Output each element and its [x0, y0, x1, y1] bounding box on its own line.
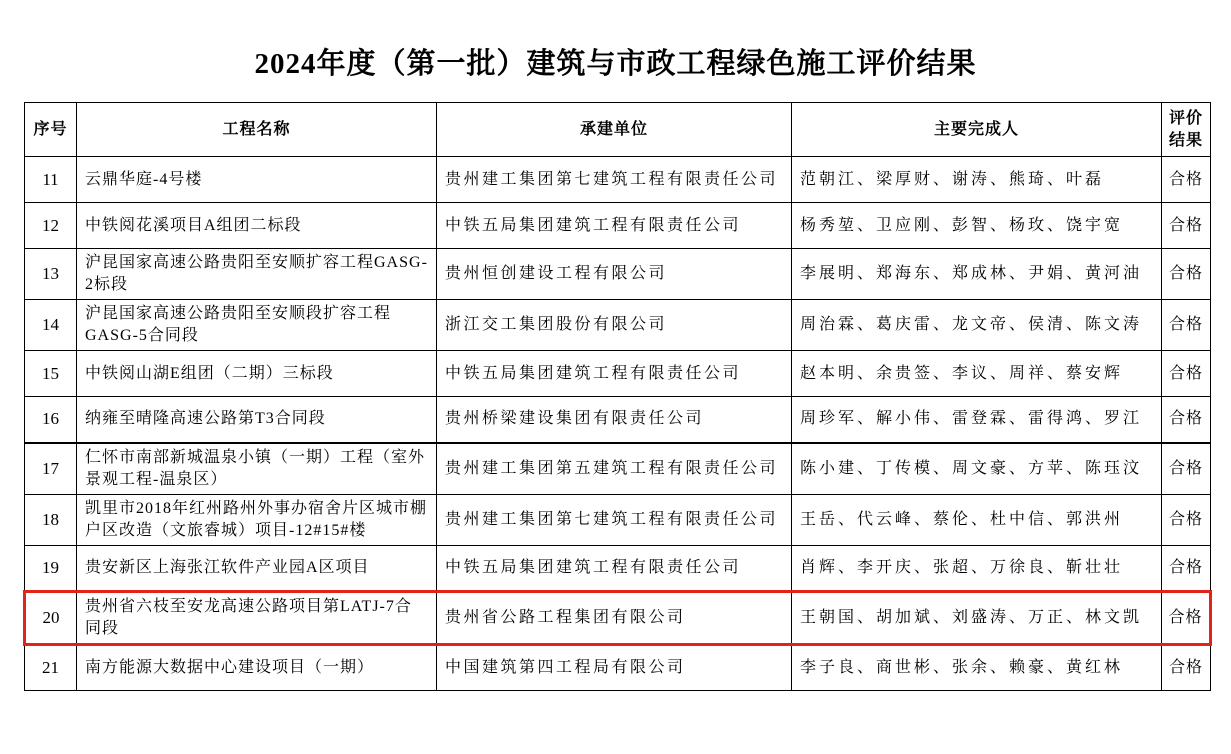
row-index-cell: 17 — [25, 443, 77, 495]
contributors-cell: 王朝国、胡加斌、刘盛涛、万正、林文凯 — [792, 591, 1162, 644]
project-name-cell: 云鼎华庭-4号楼 — [77, 157, 437, 203]
contributors-cell: 范朝江、梁厚财、谢涛、熊琦、叶磊 — [792, 157, 1162, 203]
contractor-cell: 浙江交工集团股份有限公司 — [437, 300, 792, 351]
row-index-cell: 21 — [25, 644, 77, 690]
contractor-cell: 中铁五局集团建筑工程有限责任公司 — [437, 203, 792, 249]
result-cell: 合格 — [1162, 545, 1211, 591]
result-cell: 合格 — [1162, 300, 1211, 351]
project-name-cell: 中铁阅花溪项目A组团二标段 — [77, 203, 437, 249]
result-cell: 合格 — [1162, 249, 1211, 300]
contractor-cell: 贵州建工集团第七建筑工程有限责任公司 — [437, 494, 792, 545]
col-header-contractor: 承建单位 — [437, 103, 792, 157]
result-cell: 合格 — [1162, 443, 1211, 495]
row-index-cell: 20 — [25, 591, 77, 644]
result-cell: 合格 — [1162, 644, 1211, 690]
contractor-cell: 贵州建工集团第七建筑工程有限责任公司 — [437, 157, 792, 203]
project-name-cell: 中铁阅山湖E组团（二期）三标段 — [77, 351, 437, 397]
project-name-cell: 贵州省六枝至安龙高速公路项目第LATJ-7合同段 — [77, 591, 437, 644]
project-name-cell: 仁怀市南部新城温泉小镇（一期）工程（室外景观工程-温泉区） — [77, 443, 437, 495]
row-index-cell: 13 — [25, 249, 77, 300]
table-row — [25, 397, 1211, 443]
row-index-cell: 11 — [25, 157, 77, 203]
col-header-project: 工程名称 — [77, 103, 437, 157]
project-name-cell: 沪昆国家高速公路贵阳至安顺段扩容工程GASG-5合同段 — [77, 300, 437, 351]
table-header — [25, 103, 1211, 157]
table-body — [25, 157, 1211, 691]
contractor-cell: 贵州桥梁建设集团有限责任公司 — [437, 397, 792, 443]
table-row — [25, 644, 1211, 690]
row-index-cell: 12 — [25, 203, 77, 249]
project-name-cell: 贵安新区上海张江软件产业园A区项目 — [77, 545, 437, 591]
project-name-cell: 南方能源大数据中心建设项目（一期） — [77, 644, 437, 690]
result-cell: 合格 — [1162, 591, 1211, 644]
table-row — [25, 249, 1211, 300]
contributors-cell: 肖辉、李开庆、张超、万徐良、靳壮壮 — [792, 545, 1162, 591]
results-table — [23, 102, 1212, 691]
project-name-cell: 凯里市2018年红州路州外事办宿舍片区城市棚户区改造（文旅睿城）项目-12#15#楼 — [77, 494, 437, 545]
row-index-cell: 15 — [25, 351, 77, 397]
table-row — [25, 203, 1211, 249]
row-index-cell: 19 — [25, 545, 77, 591]
col-header-index: 序号 — [25, 103, 77, 157]
result-cell: 合格 — [1162, 157, 1211, 203]
row-index-cell: 16 — [25, 397, 77, 443]
contractor-cell: 贵州建工集团第五建筑工程有限责任公司 — [437, 443, 792, 495]
contractor-cell: 贵州省公路工程集团有限公司 — [437, 591, 792, 644]
result-cell: 合格 — [1162, 494, 1211, 545]
table-row — [25, 157, 1211, 203]
contributors-cell: 周治霖、葛庆雷、龙文帝、侯清、陈文涛 — [792, 300, 1162, 351]
contractor-cell: 贵州恒创建设工程有限公司 — [437, 249, 792, 300]
table-row — [25, 443, 1211, 495]
result-cell: 合格 — [1162, 397, 1211, 443]
table-row-highlighted — [25, 591, 1211, 644]
contractor-cell: 中铁五局集团建筑工程有限责任公司 — [437, 351, 792, 397]
contributors-cell: 李展明、郑海东、郑成林、尹娟、黄河油 — [792, 249, 1162, 300]
contractor-cell: 中铁五局集团建筑工程有限责任公司 — [437, 545, 792, 591]
table-row — [25, 300, 1211, 351]
contributors-cell: 陈小建、丁传模、周文豪、方苹、陈珏汶 — [792, 443, 1162, 495]
table-row — [25, 494, 1211, 545]
result-cell: 合格 — [1162, 351, 1211, 397]
contributors-cell: 李子良、商世彬、张余、赖豪、黄红林 — [792, 644, 1162, 690]
header-row — [25, 103, 1211, 157]
col-header-result: 评价结果 — [1162, 103, 1211, 157]
project-name-cell: 沪昆国家高速公路贵阳至安顺扩容工程GASG-2标段 — [77, 249, 437, 300]
page-title: 2024年度（第一批）建筑与市政工程绿色施工评价结果 — [254, 48, 977, 80]
contractor-cell: 中国建筑第四工程局有限公司 — [437, 644, 792, 690]
contributors-cell: 赵本明、余贵签、李议、周祥、蔡安辉 — [792, 351, 1162, 397]
table-row — [25, 351, 1211, 397]
project-name-cell: 纳雍至晴隆高速公路第T3合同段 — [77, 397, 437, 443]
row-index-cell: 18 — [25, 494, 77, 545]
table-row — [25, 545, 1211, 591]
col-header-contributors: 主要完成人 — [792, 103, 1162, 157]
result-cell: 合格 — [1162, 203, 1211, 249]
row-index-cell: 14 — [25, 300, 77, 351]
contributors-cell: 杨秀堃、卫应刚、彭智、杨玫、饶宇宽 — [792, 203, 1162, 249]
contributors-cell: 王岳、代云峰、蔡伦、杜中信、郭洪州 — [792, 494, 1162, 545]
contributors-cell: 周珍军、解小伟、雷登霖、雷得鸿、罗江 — [792, 397, 1162, 443]
